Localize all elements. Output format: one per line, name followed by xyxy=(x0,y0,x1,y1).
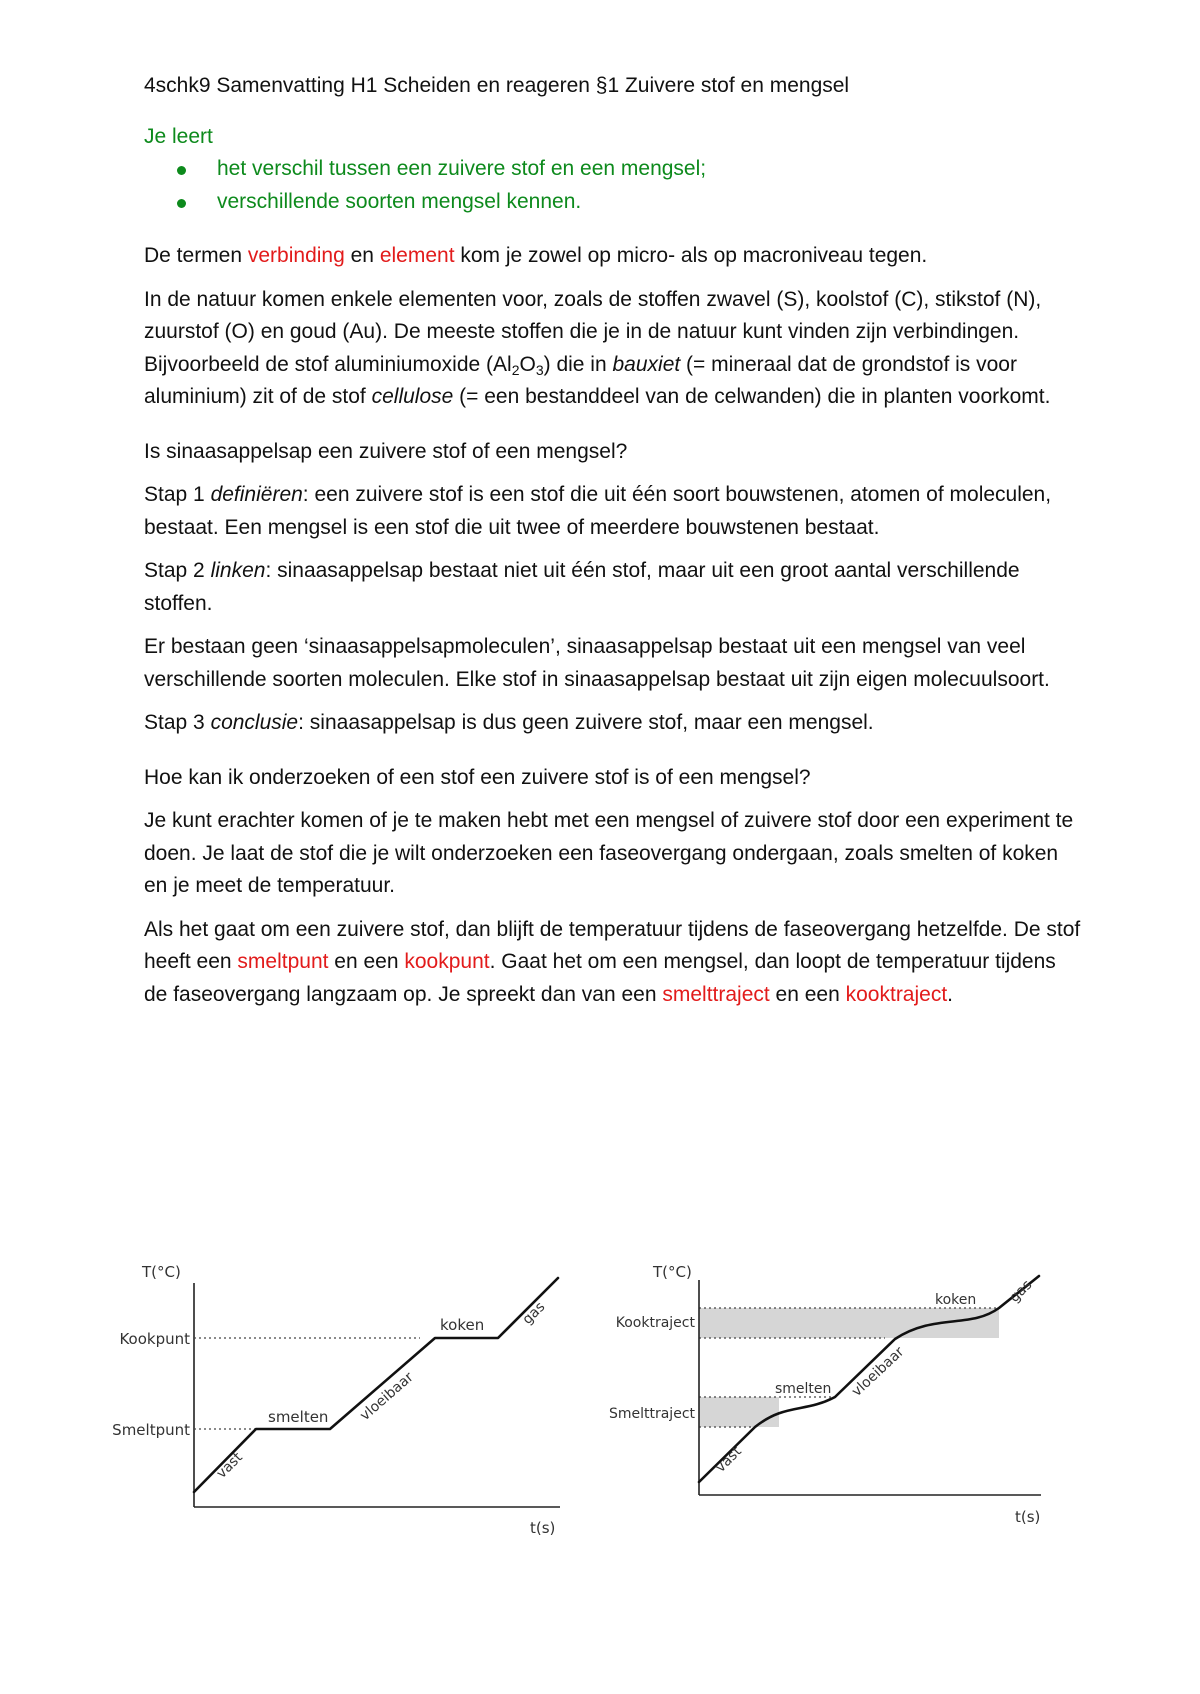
keyword-element: element xyxy=(379,244,455,267)
keyword-kooktraject: kooktraject xyxy=(845,982,948,1006)
learning-goals-heading: Je leert xyxy=(144,124,213,148)
document-body xyxy=(144,70,1084,1011)
keyword-smeltpunt: smeltpunt xyxy=(237,950,329,973)
heating-curve-pure xyxy=(90,1255,570,1535)
learning-goal-item: het verschil tussen een zuivere stof en een mengsel; xyxy=(177,153,1084,186)
level-low-label: Smelttraject xyxy=(608,1406,695,1422)
text-run: . xyxy=(947,982,954,1006)
text-run: Stap 1 xyxy=(144,483,211,506)
text-run: : een zuivere stof is een stof die uit één soort bouwstenen, atomen of moleculen, bestaat. Een mengsel is een stof die uit twee of meerdere bouwstenen bestaat. xyxy=(144,483,1052,539)
experiment-paragraph: Je kunt erachter komen of je te maken hebt met een mengsel of zuivere stof door een experiment te doen. Je laat de stof die je wilt onderzoeken een faseovergang ondergaan, zoals smelten of koken en je meet de temperatuur. xyxy=(144,809,1074,897)
learning-goals-list xyxy=(144,153,1084,218)
text-run: (= mineraal dat de grondstof is voor aluminium) zit of de stof xyxy=(144,352,1017,408)
melting-range-band xyxy=(699,1397,779,1427)
step-term: definiëren xyxy=(210,483,303,506)
term-cellulose: cellulose xyxy=(371,385,454,408)
pure-vs-mixture-paragraph xyxy=(144,914,1084,1012)
text-run: : sinaasappelsap bestaat niet uit één stof, maar uit een groot aantal verschillende stoffen. xyxy=(144,559,1020,615)
text-run: en xyxy=(344,244,380,267)
phase-label-gas: gas xyxy=(519,1299,549,1328)
phase-label-vast: vast xyxy=(712,1443,745,1476)
text-run: Stap 3 xyxy=(144,711,211,734)
temperature-curve xyxy=(194,1278,558,1492)
subscript: 3 xyxy=(535,361,544,378)
phase-label-koken: koken xyxy=(440,1316,485,1334)
molecules-paragraph: Er bestaan geen ‘sinaasappelsapmoleculen’, sinaasappelsap bestaat uit een mengsel van veel verschillende soorten moleculen. Elke stof in sinaasappelsap bestaat uit zijn eigen molecuulsoort. xyxy=(144,635,1050,691)
text-run: . Gaat het om een mengsel, dan loopt de temperatuur tijdens de faseovergang langzaam op. Je spreekt dan van een xyxy=(144,950,1056,1006)
nature-paragraph xyxy=(144,284,1084,414)
level-high-label: Kookpunt xyxy=(119,1330,190,1348)
phase-label-gas: gas xyxy=(1006,1277,1036,1306)
step-1-paragraph xyxy=(144,479,1084,544)
keyword-smelttraject: smelttraject xyxy=(662,982,770,1006)
keyword-verbinding: verbinding xyxy=(247,244,345,267)
text-run: O xyxy=(519,352,536,376)
keyword-kookpunt: kookpunt xyxy=(404,950,490,973)
text-run: In de natuur komen enkele elementen voor, zoals de stoffen zwavel (S), koolstof (C), stikstof (N), zuurstof (O) en goud (Au). De meeste stoffen die je in de natuur kunt vinden zijn verbindingen. Bijvoorbeeld de stof aluminiumoxide (Al xyxy=(144,287,1042,376)
step-term: conclusie xyxy=(210,711,299,734)
text-run: Als het gaat om een zuivere stof, dan blijft de temperatuur tijdens de faseovergang hetzelfde. De stof heeft een xyxy=(144,917,1081,973)
y-axis-label: T(°C) xyxy=(142,1263,181,1281)
phase-label-smelten: smelten xyxy=(268,1408,329,1426)
text-run: kom je zowel op micro- als op macroniveau tegen. xyxy=(454,244,928,267)
phase-label-vloeibaar: vloeibaar xyxy=(848,1343,908,1400)
step-term: linken xyxy=(210,559,266,582)
x-axis-label: t(s) xyxy=(1015,1508,1041,1526)
question-heading: Is sinaasappelsap een zuivere stof of een mengsel? xyxy=(144,439,628,463)
heating-curve-mixture xyxy=(595,1255,1065,1535)
phase-label-koken: koken xyxy=(935,1292,977,1308)
terms-paragraph xyxy=(144,240,1084,273)
text-run: en een xyxy=(769,982,846,1006)
level-high-label: Kooktraject xyxy=(615,1315,695,1331)
text-run: (= een bestanddeel van de celwanden) die in planten voorkomt. xyxy=(453,385,1051,408)
subscript: 2 xyxy=(511,361,520,378)
text-run: en een xyxy=(328,950,405,973)
step-2-paragraph xyxy=(144,555,1084,620)
step-3-paragraph xyxy=(144,707,1084,740)
term-bauxiet: bauxiet xyxy=(612,352,681,376)
question-heading: Hoe kan ik onderzoeken of een stof een zuivere stof is of een mengsel? xyxy=(144,765,811,789)
phase-label-vast: vast xyxy=(213,1449,246,1482)
text-run: Stap 2 xyxy=(144,559,211,582)
text-run: ) die in xyxy=(543,352,613,376)
y-axis-label: T(°C) xyxy=(653,1263,692,1281)
x-axis-label: t(s) xyxy=(530,1519,556,1537)
learning-goal-item: verschillende soorten mengsel kennen. xyxy=(177,186,1084,219)
document-title: 4schk9 Samenvatting H1 Scheiden en reageren §1 Zuivere stof en mengsel xyxy=(144,74,850,97)
phase-label-smelten: smelten xyxy=(775,1381,832,1397)
phase-label-vloeibaar: vloeibaar xyxy=(357,1369,417,1425)
boiling-range-band xyxy=(699,1308,999,1338)
text-run: : sinaasappelsap is dus geen zuivere stof, maar een mengsel. xyxy=(298,711,874,734)
level-low-label: Smeltpunt xyxy=(112,1421,190,1439)
text-run: De termen xyxy=(144,244,248,267)
